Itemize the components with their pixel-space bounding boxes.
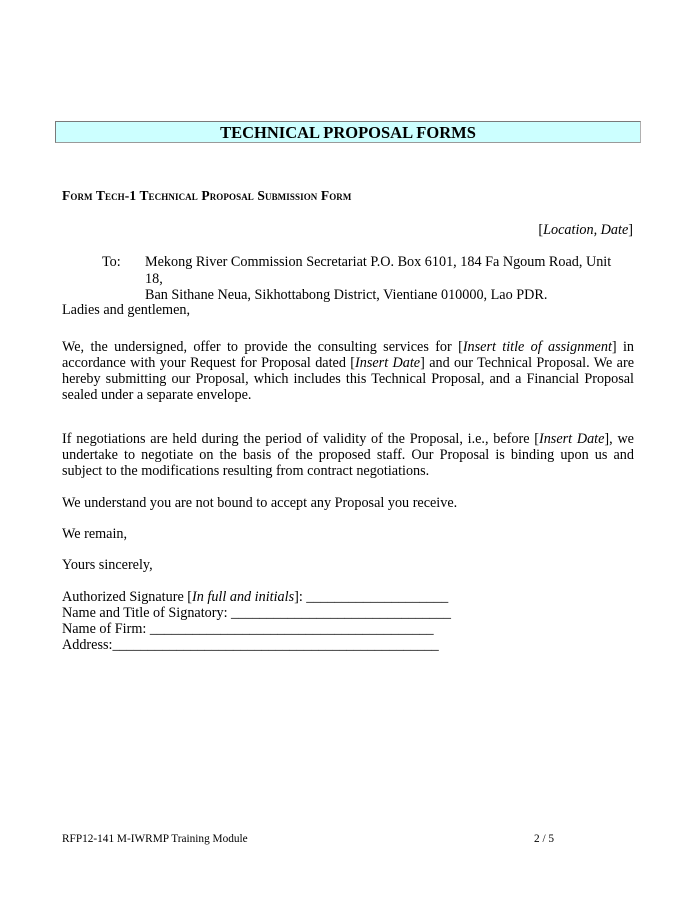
recipient-address <box>145 254 625 304</box>
to-label: To: <box>102 254 121 270</box>
footer-module: RFP12-141 M-IWRMP Training Module <box>62 833 248 845</box>
closing-yours-sincerely: Yours sincerely, <box>62 557 153 573</box>
signatory-name-title-line: Name and Title of Signatory: _______________________________ <box>62 605 451 621</box>
form-title: Form Tech-1 Technical Proposal Submission Form <box>62 188 352 203</box>
location-date-text: Location, Date <box>543 222 629 238</box>
authorized-signature-line <box>62 589 451 605</box>
address-line: Address:______________________________________________ <box>62 637 439 653</box>
para2-text-b: ], we undertake to negotiate on the basis of the proposed staff. Our Proposal is binding upon us and subject to the modifications resulting from contract negotiations. <box>62 431 634 479</box>
para1-placeholder-date: Insert Date <box>355 355 421 371</box>
bracket-close: ] <box>628 222 633 238</box>
auth-italic: In full and initials <box>192 589 295 605</box>
address-line-2: Ban Sithane Neua, Sikhottabong District, Vientiane 010000, Lao PDR. <box>145 287 548 303</box>
banner-title: TECHNICAL PROPOSAL FORMS <box>220 123 476 142</box>
para1-placeholder-assignment: Insert title of assignment <box>462 339 612 355</box>
section-banner <box>55 121 641 143</box>
footer-page-number: 2 / 5 <box>534 833 555 845</box>
closing-we-remain: We remain, <box>62 526 128 542</box>
bracket-open: [ <box>538 222 544 238</box>
location-date-placeholder <box>538 222 633 239</box>
para1-text-b: ] in accordance with your Request for Proposal dated [ <box>62 339 635 371</box>
address-line-1: Mekong River Commission Secretariat P.O. Box 6101, 184 Fa Ngoum Road, Unit 18, <box>145 254 612 287</box>
paragraph-not-bound: We understand you are not bound to accept any Proposal you receive. <box>62 495 458 511</box>
auth-end: ]: ____________________ <box>294 589 449 605</box>
signature-block <box>62 589 451 653</box>
para1-text-c: ] and our Technical Proposal. We are hereby submitting our Proposal, which includes this Technical Proposal, and a Financial Proposal sealed under a separate envelope. <box>62 355 634 403</box>
para2-text-a: If negotiations are held during the period of validity of the Proposal, i.e., before [ <box>62 431 539 447</box>
auth-label: Authorized Signature [ <box>62 589 193 605</box>
para1-text-a: We, the undersigned, offer to provide the consulting services for [ <box>62 339 463 355</box>
paragraph-negotiations <box>62 431 634 479</box>
paragraph-offer <box>62 339 634 403</box>
salutation: Ladies and gentlemen, <box>62 302 191 318</box>
para2-placeholder-date: Insert Date <box>538 431 605 447</box>
firm-name-line: Name of Firm: ________________________________________ <box>62 621 434 637</box>
